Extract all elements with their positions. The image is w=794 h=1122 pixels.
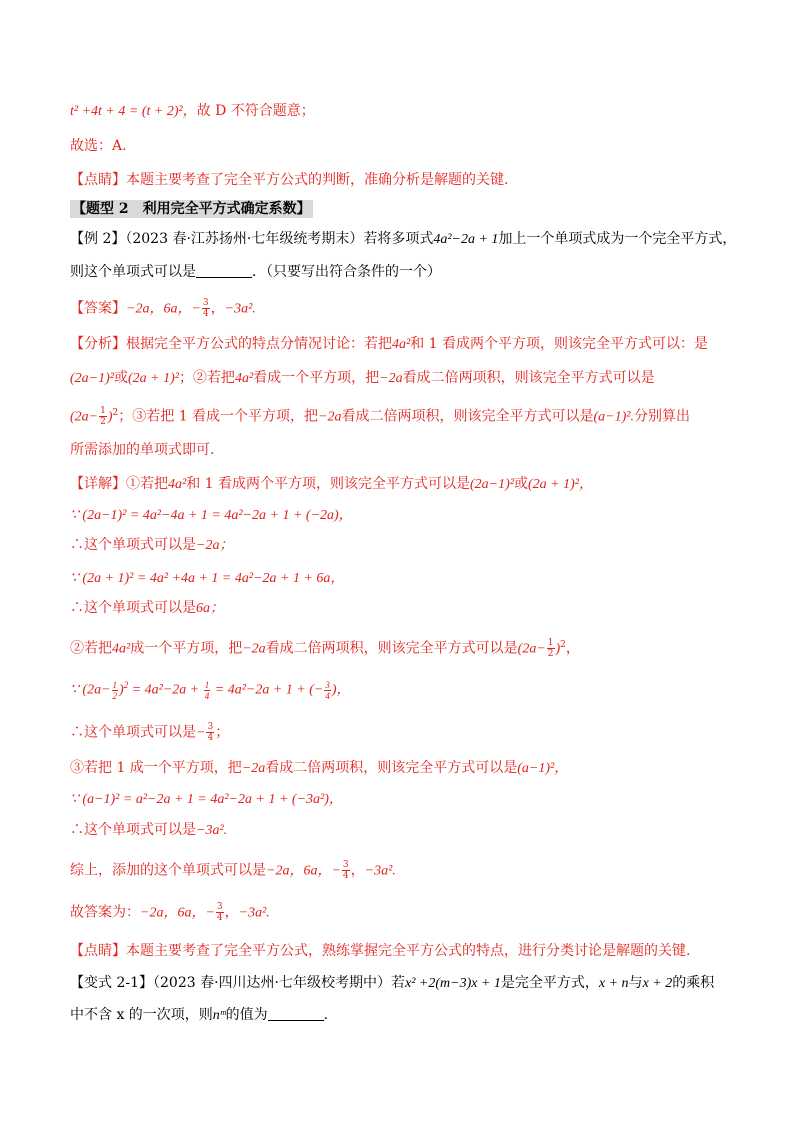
detail-case1-f: (2a + 1)²， [527,477,593,492]
variant-label: 【变式 2-1】 [70,975,153,991]
detail-case-2 [70,638,580,660]
detail-eq3-three-quarter [324,680,331,701]
detail-case2-frac-den: 2 [547,649,554,659]
detail-eq3-b: ) [119,682,124,698]
detail-eq3-quarter-den: 4 [204,691,210,701]
analysis-half-fraction [99,406,107,427]
summary-frac-den: 4 [342,871,349,881]
summary-frac-num: 3 [342,860,349,870]
detail-so-2 [70,598,224,619]
analysis-expr-1: 4a² [392,337,411,352]
detail-eq3-d: = 4a²−2a + 1 + (− [211,682,324,698]
variant-source: （2023 春·四川达州·七年级校考期中）若 [153,975,405,991]
example-line-2 [70,262,441,282]
summary-neg-sign: − [331,863,341,879]
analysis-line-3 [70,406,690,428]
final-frac-num: 3 [216,902,223,912]
example-tail: 加上一个单项式成为一个完全平方式， [498,231,737,247]
final-fraction [216,902,224,923]
answer-blank[interactable] [196,263,252,278]
final-last-value: −3a². [238,905,270,921]
variant-line2-mid: 的值为 [225,1007,268,1023]
variant-line-1 [70,973,714,994]
example-source: （2023 春·江苏扬州·七年级统考期末） [125,231,364,247]
detail-eq-2: ∵ (2a + 1)² = 4a² +4a + 1 = 4a²−2a + 1 + 6a， [70,571,345,586]
analysis-expr-6-exp: 2 [112,407,119,418]
analysis-text-2: 和 1 看成两个平方项，则该完全平方式可以：是 [410,336,709,352]
detail-so-2-text: ∴这个单项式可以是 [70,600,196,616]
analysis-line-1 [70,334,708,355]
final-answer-line: 故答案为：−2a，6a，− $\frac{3}{4}$ ，−3a². [70,902,270,923]
detail-case3-b: −2a [241,761,266,776]
detail-eq3-a: ∵ (2a− [70,682,111,698]
detail-case-3 [70,758,568,779]
final-text: 故答案为： [70,904,140,921]
detail-case3-a: ③若把 1 成一个平方项，把 [70,760,242,776]
comment-1-text: 本题主要考查了完全平方公式的判断，准确分析是解题的关键. [126,172,509,188]
final-frac-den: 4 [216,913,223,923]
section-heading [70,199,313,219]
detail-case2-b: 4a² [112,641,131,657]
detail-so-3-sign: − [196,725,206,741]
choice-line: 故选：A. [70,138,127,154]
detail-so-3-num: 3 [207,722,214,732]
top-text: 故 D 不符合题意； [196,103,315,119]
example-polynomial: 4a²−2a + 1 [433,232,499,247]
example-line2-text: 则这个单项式可以是 [70,264,196,280]
example-lead: 若将多项式 [363,231,434,247]
example-line-1 [70,229,736,250]
detail-so-3-end: ； [215,724,230,741]
analysis-line-2 [70,368,655,389]
summary-last-value: −3a². [364,863,396,879]
example-label: 【例 2】 [70,231,126,247]
detail-so-4-text: ∴这个单项式可以是 [70,822,196,838]
variant-text-3: 的乘积 [672,975,715,991]
variant-expr-1: x² +2(m−3)x + 1 [404,976,501,991]
detail-eq-1: ∵ (2a−1)² = 4a²−4a + 1 = 4a²−2a + 1 + (−2a)， [70,508,353,523]
detail-case1-b: 4a² [168,477,187,492]
example-line2-tail: ．（只要写出符合条件的一个） [252,264,441,280]
detail-eq3-tq-num: 3 [325,680,330,690]
detail-case2-exp: 2 [560,639,566,650]
detail-case1-d: (2a−1)² [470,477,514,492]
detail-case1-c: 和 1 看成两个平方项，则该完全平方式可以是 [186,476,471,492]
detail-so-1-text: ∴这个单项式可以是 [70,537,196,553]
analysis-expr-7: −2a [318,409,342,425]
variant-answer-blank[interactable] [268,1006,324,1021]
detail-eq3-half [112,680,119,701]
analysis-text-8: 分别算出 [633,408,690,425]
detail-eq3-half-num: 1 [112,680,118,690]
summary-text: 综上，添加的这个单项式可以是 [70,862,266,879]
analysis-text-7: 看成二倍两项积，则该完全平方式可以是 [341,408,594,425]
detail-eq-4: ∵ (a−1)² = a²−2a + 1 = 4a²−2a + 1 + (−3a²)， [70,792,343,807]
detail-case1-a: ①若把 [126,476,168,492]
detail-case2-frac-num: 1 [547,638,554,648]
analysis-line-4: 所需添加的单项式即可. [70,442,215,458]
detail-eq3-quarter [204,680,211,701]
section-title: 【题型 2 利用完全平方式确定系数】 [72,201,311,217]
analysis-expr-5: −2a [379,371,403,386]
variant-expr-4: nᵐ [212,1008,226,1023]
detail-eq3-exp: 2 [123,680,129,691]
analysis-expr-6a: (2a− [70,409,99,425]
comment-2-text: 本题主要考查了完全平方公式，熟练掌握完全平方公式的特点，进行分类讨论是解题的关键. [126,943,691,959]
variant-line-2 [70,1005,328,1026]
detail-line-1 [70,474,593,495]
summary-values: −2a，6a， [266,863,332,879]
summary-line: 综上，添加的这个单项式可以是−2a，6a，− $\frac{3}{4}$ ，−3a². [70,860,396,881]
detail-eq3-half-den: 2 [112,691,118,701]
detail-eq3-c: = 4a²−2a + [128,682,203,698]
variant-expr-2: x + n [598,976,629,991]
final-neg-sign: − [205,905,215,921]
variant-expr-3: x + 2 [642,976,673,991]
analysis-or: 或 [113,370,128,386]
analysis-expr-3: (2a + 1)² [127,371,179,386]
analysis-expr-6b: ) [107,409,113,425]
analysis-half-num: 1 [100,406,106,416]
variant-text-2: 与 [628,975,643,991]
comment-2-label: 【点睛】 [70,943,126,959]
detail-case2-d: −2a [242,641,266,657]
analysis-expr-8: (a−1)². [593,409,634,425]
detail-so-4 [70,820,227,841]
detail-case2-a: ②若把 [70,640,112,657]
detail-case2-h: ， [565,640,580,657]
analysis-expr-2: (2a−1)² [70,371,114,386]
answer-fraction [202,298,210,319]
detail-case3-c: 看成二倍两项积，则该完全平方式可以是 [265,760,518,776]
detail-so-3-den: 4 [207,733,214,743]
answer-fraction-num: 3 [202,298,209,308]
answer-values: −2a，6a， [126,301,192,317]
detail-case2-fraction [547,638,555,659]
variant-text-1: 是完全平方式， [500,975,599,991]
final-values: −2a，6a， [140,905,206,921]
detail-so-2-value: 6a； [196,601,224,616]
analysis-text-3: ；②若把 [178,370,235,386]
answer-line: 【答案】−2a，6a，− $\frac{3}{4}$ ，−3a². [70,298,256,319]
detail-eq3-quarter-num: 1 [204,680,210,690]
detail-so-1 [70,535,233,556]
detail-so-3-fraction [206,722,214,743]
detail-case2-g: ) [555,641,561,657]
detail-eq3-tq-den: 4 [325,691,330,701]
summary-fraction [342,860,350,881]
detail-case2-f: (2a− [517,641,546,657]
detail-so-3-text: ∴这个单项式可以是 [70,724,196,741]
answer-last-value: −3a². [224,301,256,317]
detail-eq3-e: )， [331,682,351,698]
analysis-text-5: 看成二倍两项积，则该完全平方式可以是 [402,370,655,386]
top-line [70,101,315,122]
answer-fraction-den: 4 [202,309,209,319]
detail-case2-e: 看成二倍两项积，则该完全平方式可以是 [265,640,518,657]
analysis-text-6: ；③若把 1 看成一个平方项，把 [118,408,319,425]
comment-2 [70,941,690,961]
detail-label: 【详解】 [70,476,126,492]
detail-so-1-value: −2a； [196,538,234,553]
variant-line2-end: . [323,1007,329,1023]
comment-1-label: 【点睛】 [70,172,126,188]
answer-neg-sign: − [191,301,201,317]
answer-label: 【答案】 [70,300,126,317]
top-expression: t² +4t + 4 = (t + 2)²， [70,104,197,119]
detail-case3-d: (a−1)²， [517,761,569,776]
comment-1 [70,170,508,190]
analysis-label: 【分析】 [70,336,126,352]
analysis-text-1: 根据完全平方公式的特点分情况讨论：若把 [126,336,392,352]
detail-case1-e: 或 [513,476,528,492]
variant-line2-text: 中不含 x 的一次项，则 [70,1007,213,1023]
detail-so-4-value: −3a². [196,823,228,838]
analysis-expr-4: 4a² [234,371,254,386]
analysis-half-den: 2 [100,417,106,427]
detail-eq-3 [70,680,351,701]
analysis-text-4: 看成一个平方项，把 [253,370,380,386]
detail-so-3 [70,722,229,744]
detail-case2-c: 成一个平方项，把 [130,640,243,657]
